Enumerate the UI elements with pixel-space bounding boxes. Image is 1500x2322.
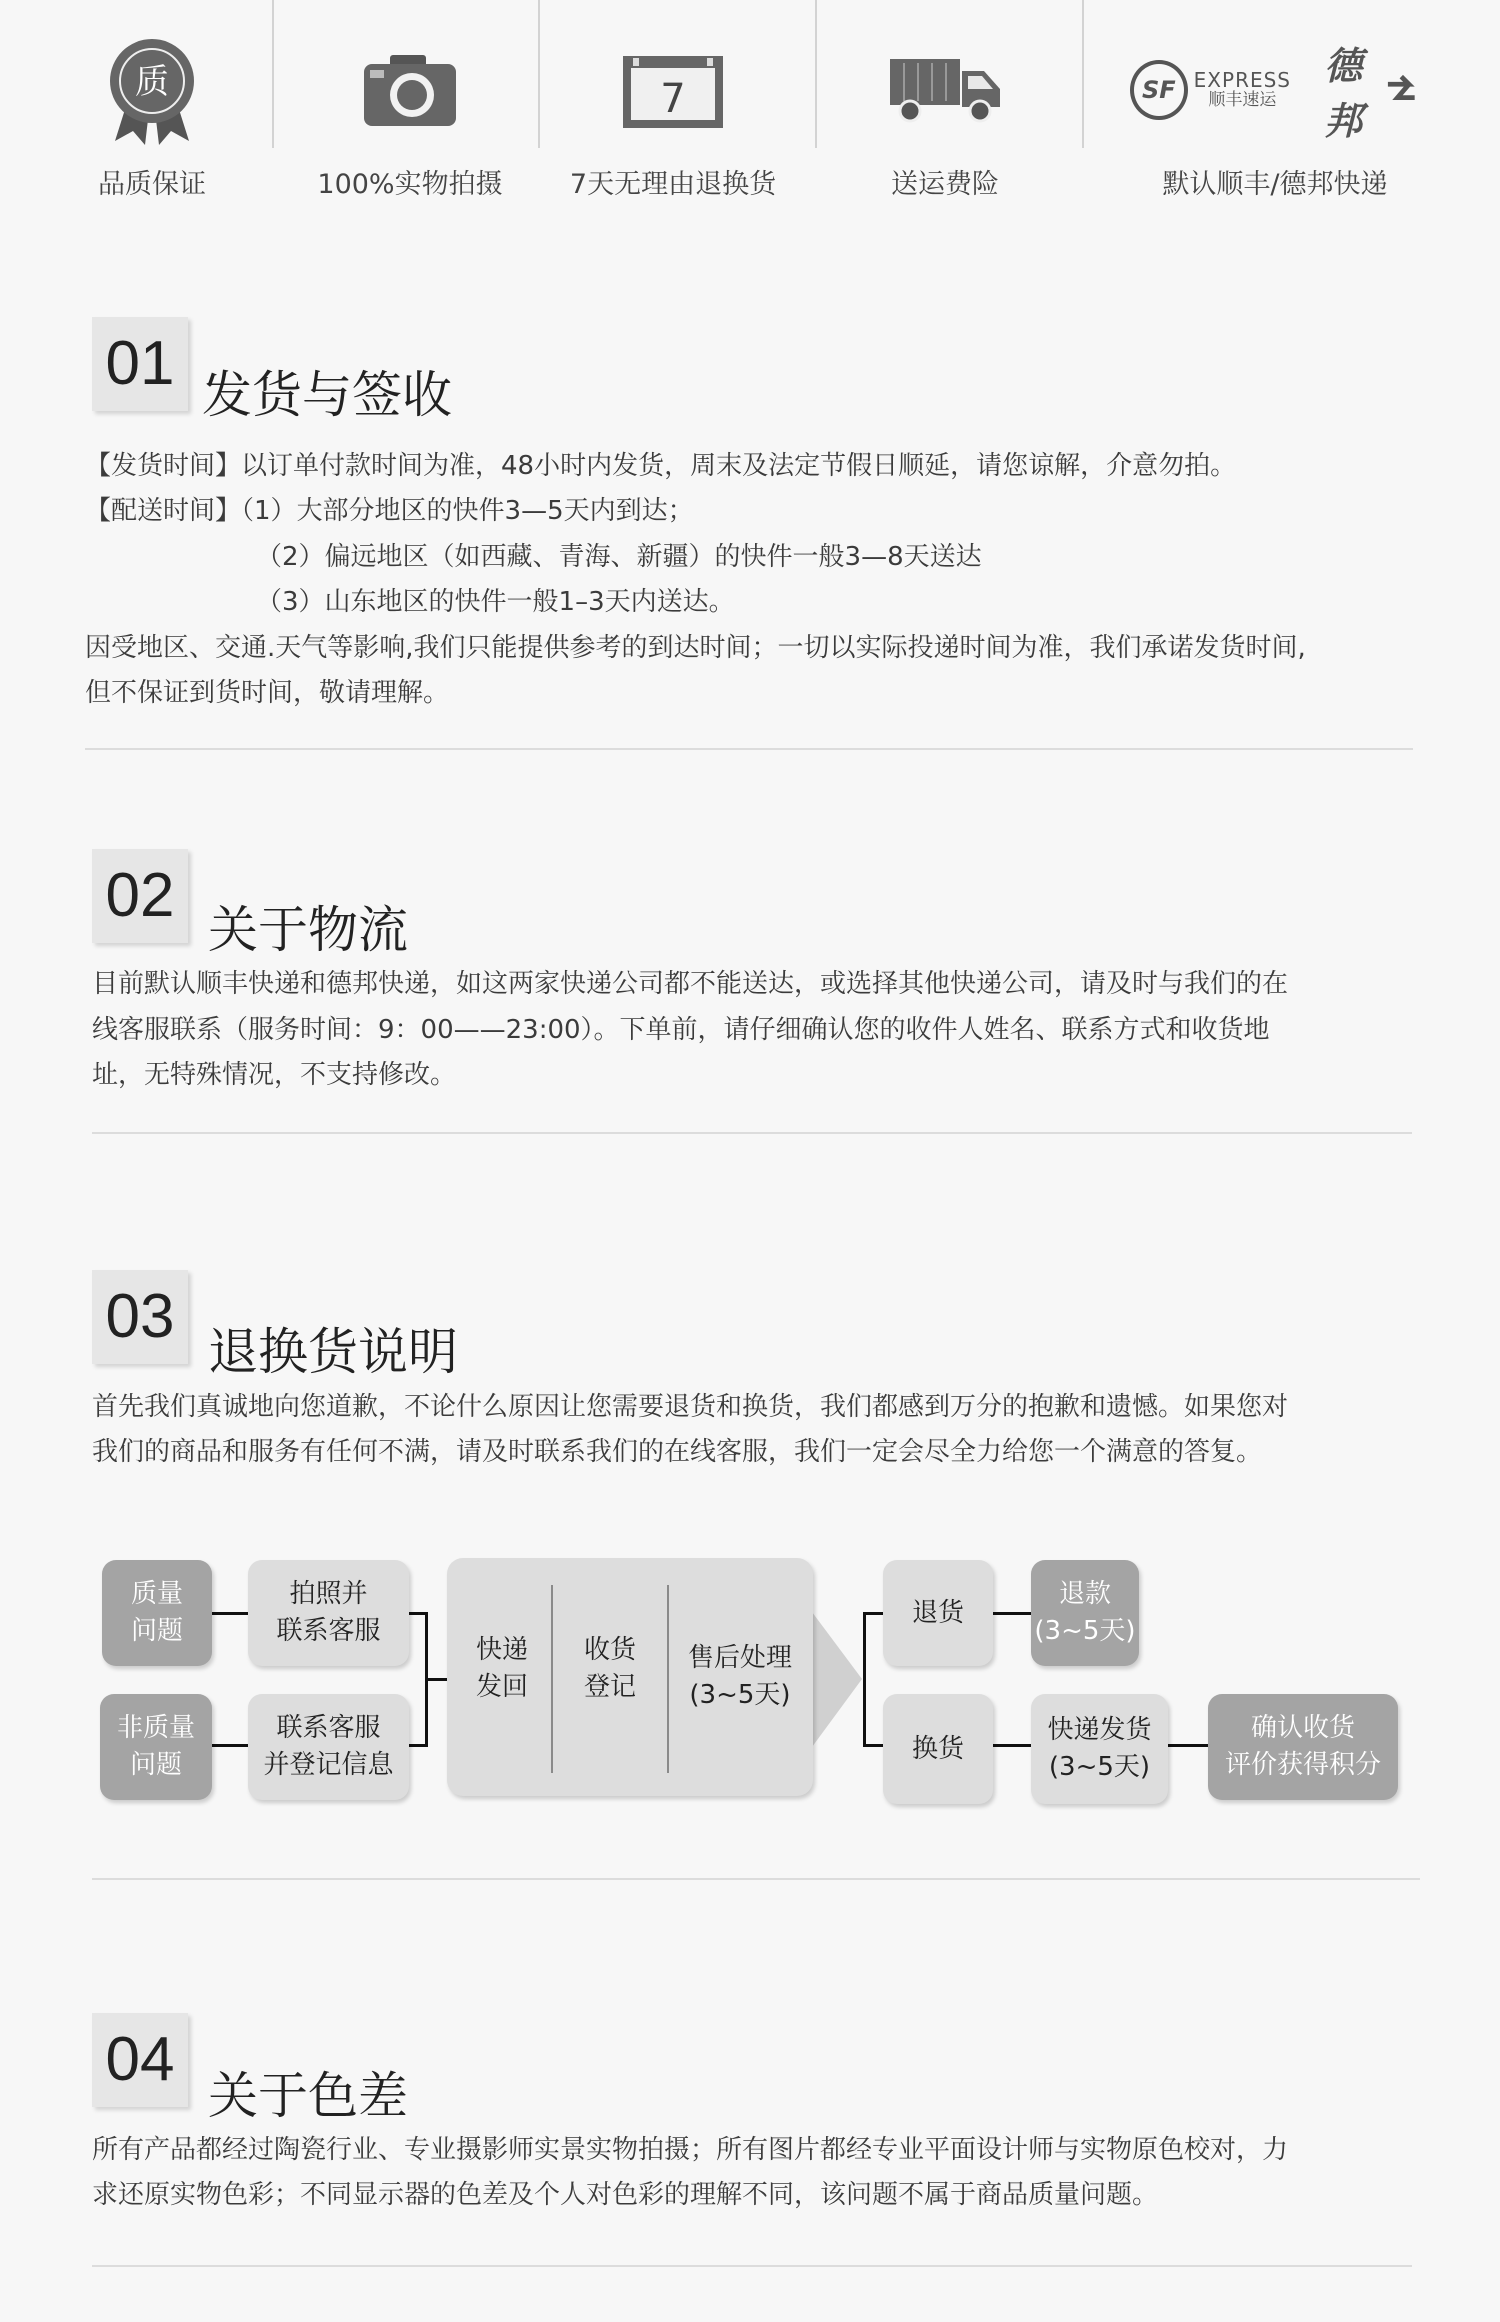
- paragraph-line: 线客服联系（服务时间：9：00——23:00）。下单前，请仔细确认您的收件人姓名、联系方式和收货地: [92, 1015, 1270, 1045]
- divider: [92, 1132, 1412, 1134]
- feature-shipping-insurance: [815, 30, 1075, 201]
- paragraph-line: 【配送时间】（1）大部分地区的快件3—5天内到达；: [85, 496, 694, 526]
- divider: [92, 1878, 1420, 1880]
- flow-express-ship: 快递发货 (3~5天): [1031, 1694, 1168, 1804]
- sf-logo-cn: 顺丰速运: [1208, 90, 1277, 110]
- paragraph-line: 目前默认顺丰快递和德邦快递，如这两家快递公司都不能送达，或选择其他快递公司，请及时与我们的在: [92, 969, 1289, 999]
- divider: [85, 748, 1413, 750]
- section-number: 04: [92, 2013, 188, 2107]
- flow-photo-contact: 拍照并 联系客服: [248, 1560, 409, 1666]
- deppon-arrow-icon: [1386, 74, 1420, 106]
- feature-couriers: [1130, 30, 1420, 201]
- feature-7day-return: [543, 30, 803, 201]
- flow-ship-back: 快递 发回: [475, 1635, 528, 1702]
- delivery-truck-icon: [815, 30, 1075, 150]
- paragraph-line: 所有产品都经过陶瓷行业、专业摄影师实景实物拍摄；所有图片都经专业平面设计师与实物原色校对，力: [92, 2135, 1289, 2165]
- flow-after-sales: 售后处理 (3~5天): [687, 1643, 792, 1710]
- feature-quality: [22, 30, 282, 201]
- feature-real-photo: [280, 30, 540, 201]
- camera-icon: [280, 30, 540, 150]
- calendar-day: 7: [660, 76, 686, 122]
- paragraph-line: 【发货时间】以订单付款时间为准，48小时内发货，周末及法定节假日顺延，请您谅解，介意勿拍。: [85, 451, 1237, 481]
- badge-text: 质: [135, 61, 169, 102]
- quality-badge-icon: [22, 30, 282, 150]
- section-title: 退换货说明: [208, 1323, 458, 1381]
- flow-return: 退货: [883, 1560, 993, 1666]
- feature-label: 7天无理由退换货: [569, 169, 777, 200]
- section-number: 02: [92, 849, 188, 943]
- feature-label: 送运费险: [891, 169, 999, 200]
- flow-arrow-icon: [812, 1612, 862, 1747]
- flow-contact-register: 联系客服 并登记信息: [248, 1694, 409, 1800]
- section-title: 关于物流: [208, 901, 408, 959]
- flow-receive-register: 收货 登记: [583, 1635, 636, 1702]
- section-title: 发货与签收: [202, 366, 452, 424]
- paragraph-line: 求还原实物色彩；不同显示器的色差及个人对色彩的理解不同，该问题不属于商品质量问题。: [92, 2180, 1159, 2210]
- paragraph-line: （3）山东地区的快件一般1–3天内送达。: [256, 587, 735, 617]
- flow-exchange: 换货: [883, 1694, 993, 1804]
- feature-label: 100%实物拍摄: [317, 169, 503, 200]
- paragraph-line: （2）偏远地区（如西藏、青海、新疆）的快件一般3—8天送达: [256, 542, 982, 572]
- sf-logo-icon: SF: [1130, 60, 1188, 120]
- paragraph-line: 我们的商品和服务有任何不满，请及时联系我们的在线客服，我们一定会尽全力给您一个满意的答复。: [92, 1437, 1263, 1467]
- paragraph-line: 因受地区、交通.天气等影响,我们只能提供参考的到达时间；一切以实际投递时间为准，我们承诺发货时间,: [85, 633, 1306, 663]
- courier-logos-icon: [1130, 30, 1420, 150]
- flow-confirm-receipt: 确认收货 评价获得积分: [1208, 1694, 1398, 1800]
- feature-label: 品质保证: [98, 169, 206, 200]
- section-number: 01: [92, 317, 188, 411]
- paragraph-line: 址，无特殊情况，不支持修改。: [92, 1060, 457, 1090]
- divider: [92, 2265, 1412, 2267]
- deppon-logo-text: 德邦: [1324, 44, 1363, 143]
- sf-logo-en: EXPRESS: [1193, 68, 1291, 92]
- divider: [667, 1585, 669, 1773]
- flow-refund: 退款 (3~5天): [1031, 1560, 1139, 1666]
- feature-label: 默认顺丰/德邦快递: [1162, 169, 1388, 200]
- flow-quality-issue: 质量 问题: [102, 1560, 212, 1666]
- section-number: 03: [92, 1270, 188, 1364]
- section-title: 关于色差: [208, 2067, 408, 2125]
- calendar-7-icon: [543, 30, 803, 150]
- paragraph-line: 首先我们真诚地向您道歉，不论什么原因让您需要退货和换货，我们都感到万分的抱歉和遗憾。如果您对: [92, 1392, 1289, 1422]
- flow-non-quality-issue: 非质量 问题: [100, 1694, 212, 1800]
- paragraph-line: 但不保证到货时间，敬请理解。: [85, 678, 450, 708]
